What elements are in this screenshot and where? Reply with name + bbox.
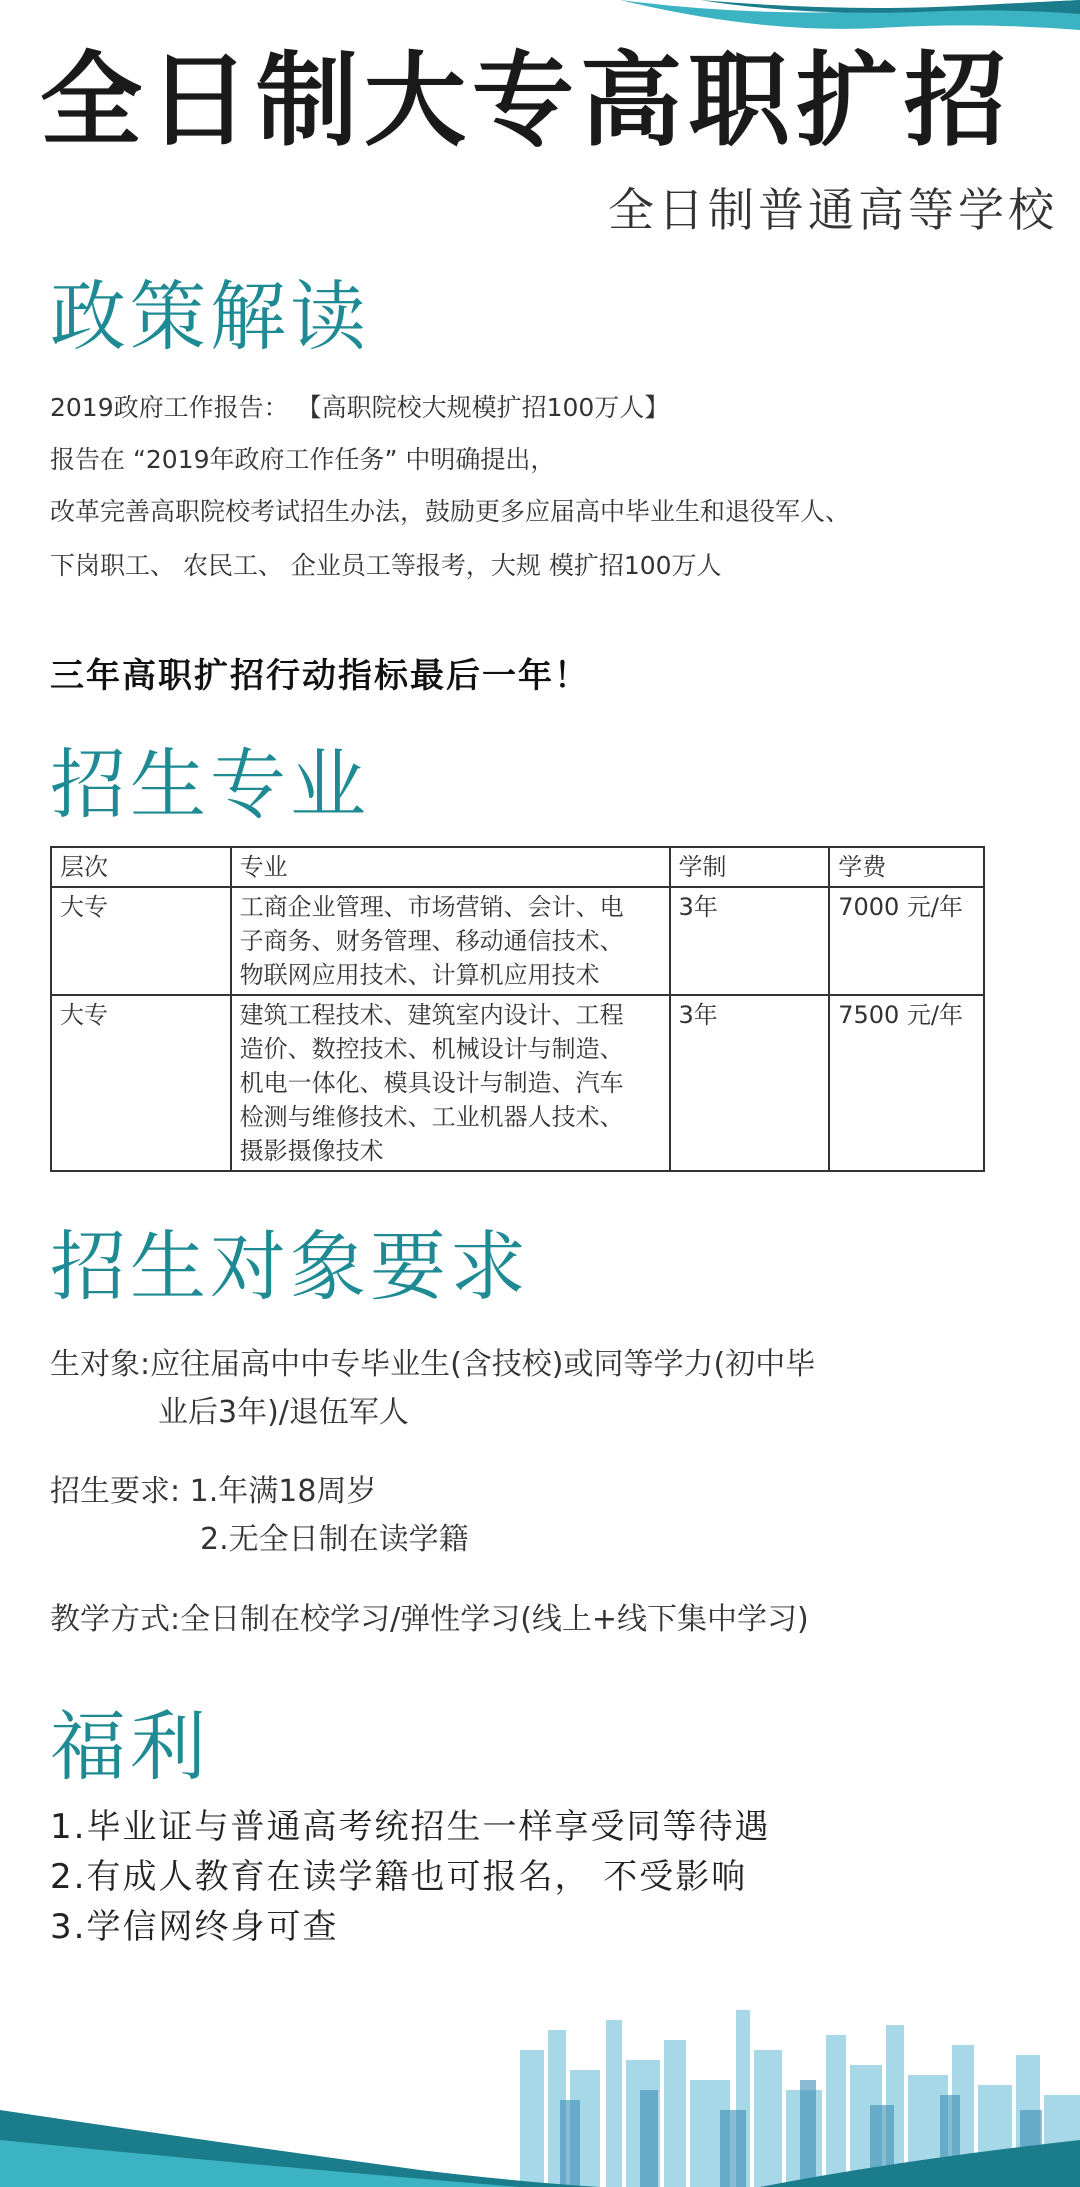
duration-cell: 3年 xyxy=(670,995,830,1171)
benefits-heading: 福利 xyxy=(50,1702,210,1791)
table-row xyxy=(51,887,984,995)
benefit-item: 3.学信网终身可查 xyxy=(50,1907,339,1947)
city-skyline-illustration xyxy=(0,1990,1080,2187)
policy-line: 下岗职工、 农民工、 企业员工等报考，大规 模扩招100万人 xyxy=(50,551,722,580)
policy-line: 2019政府工作报告： 【高职院校大规模扩招100万人】 xyxy=(50,393,670,422)
majors-cell: 工商企业管理、市场营销、会计、电 子商务、财务管理、移动通信技术、 物联网应用技术、计算机应用技术 xyxy=(231,887,670,995)
target-line: 生对象:应往届高中中专毕业生(含技校)或同等学力(初中毕 xyxy=(50,1347,816,1382)
policy-highlight: 三年高职扩招行动指标最后一年！ xyxy=(50,656,590,696)
majors-cell: 建筑工程技术、建筑室内设计、工程 造价、数控技术、机械设计与制造、 机电一体化、模具设计与制造、汽车 检测与维修技术、工业机器人技术、 摄影摄像技术 xyxy=(231,995,670,1171)
column-header: 学费 xyxy=(829,847,984,887)
fee-cell: 7500 元/年 xyxy=(829,995,984,1171)
fee-cell: 7000 元/年 xyxy=(829,887,984,995)
policy-heading: 政策解读 xyxy=(50,272,370,361)
table-row xyxy=(51,995,984,1171)
requirements-heading: 招生对象要求 xyxy=(50,1222,530,1311)
column-header: 层次 xyxy=(51,847,231,887)
duration-cell: 3年 xyxy=(670,887,830,995)
subtitle: 全日制普通高等学校 xyxy=(608,183,1058,237)
majors-table xyxy=(50,846,985,1172)
benefit-item: 1.毕业证与普通高考统招生一样享受同等待遇 xyxy=(50,1807,771,1847)
table-header-row xyxy=(51,847,984,887)
benefit-item: 2.有成人教育在读学籍也可报名， 不受影响 xyxy=(50,1857,748,1897)
main-title: 全日制大专高职扩招 xyxy=(40,42,1012,161)
level-cell: 大专 xyxy=(51,887,231,995)
policy-line: 改革完善高职院校考试招生办法，鼓励更多应届高中毕业生和退役军人、 xyxy=(50,497,851,526)
requirement-line: 2.无全日制在读学籍 xyxy=(200,1522,469,1557)
teaching-method-line: 教学方式:全日制在校学习/弹性学习(线上+线下集中学习) xyxy=(50,1602,809,1637)
column-header: 学制 xyxy=(670,847,830,887)
requirement-line: 招生要求: 1.年满18周岁 xyxy=(50,1474,377,1509)
majors-heading: 招生专业 xyxy=(50,740,370,829)
policy-line: 报告在 “2019年政府工作任务” 中明确提出， xyxy=(50,445,556,474)
level-cell: 大专 xyxy=(51,995,231,1171)
target-line: 业后3年)/退伍军人 xyxy=(158,1395,409,1430)
column-header: 专业 xyxy=(231,847,670,887)
